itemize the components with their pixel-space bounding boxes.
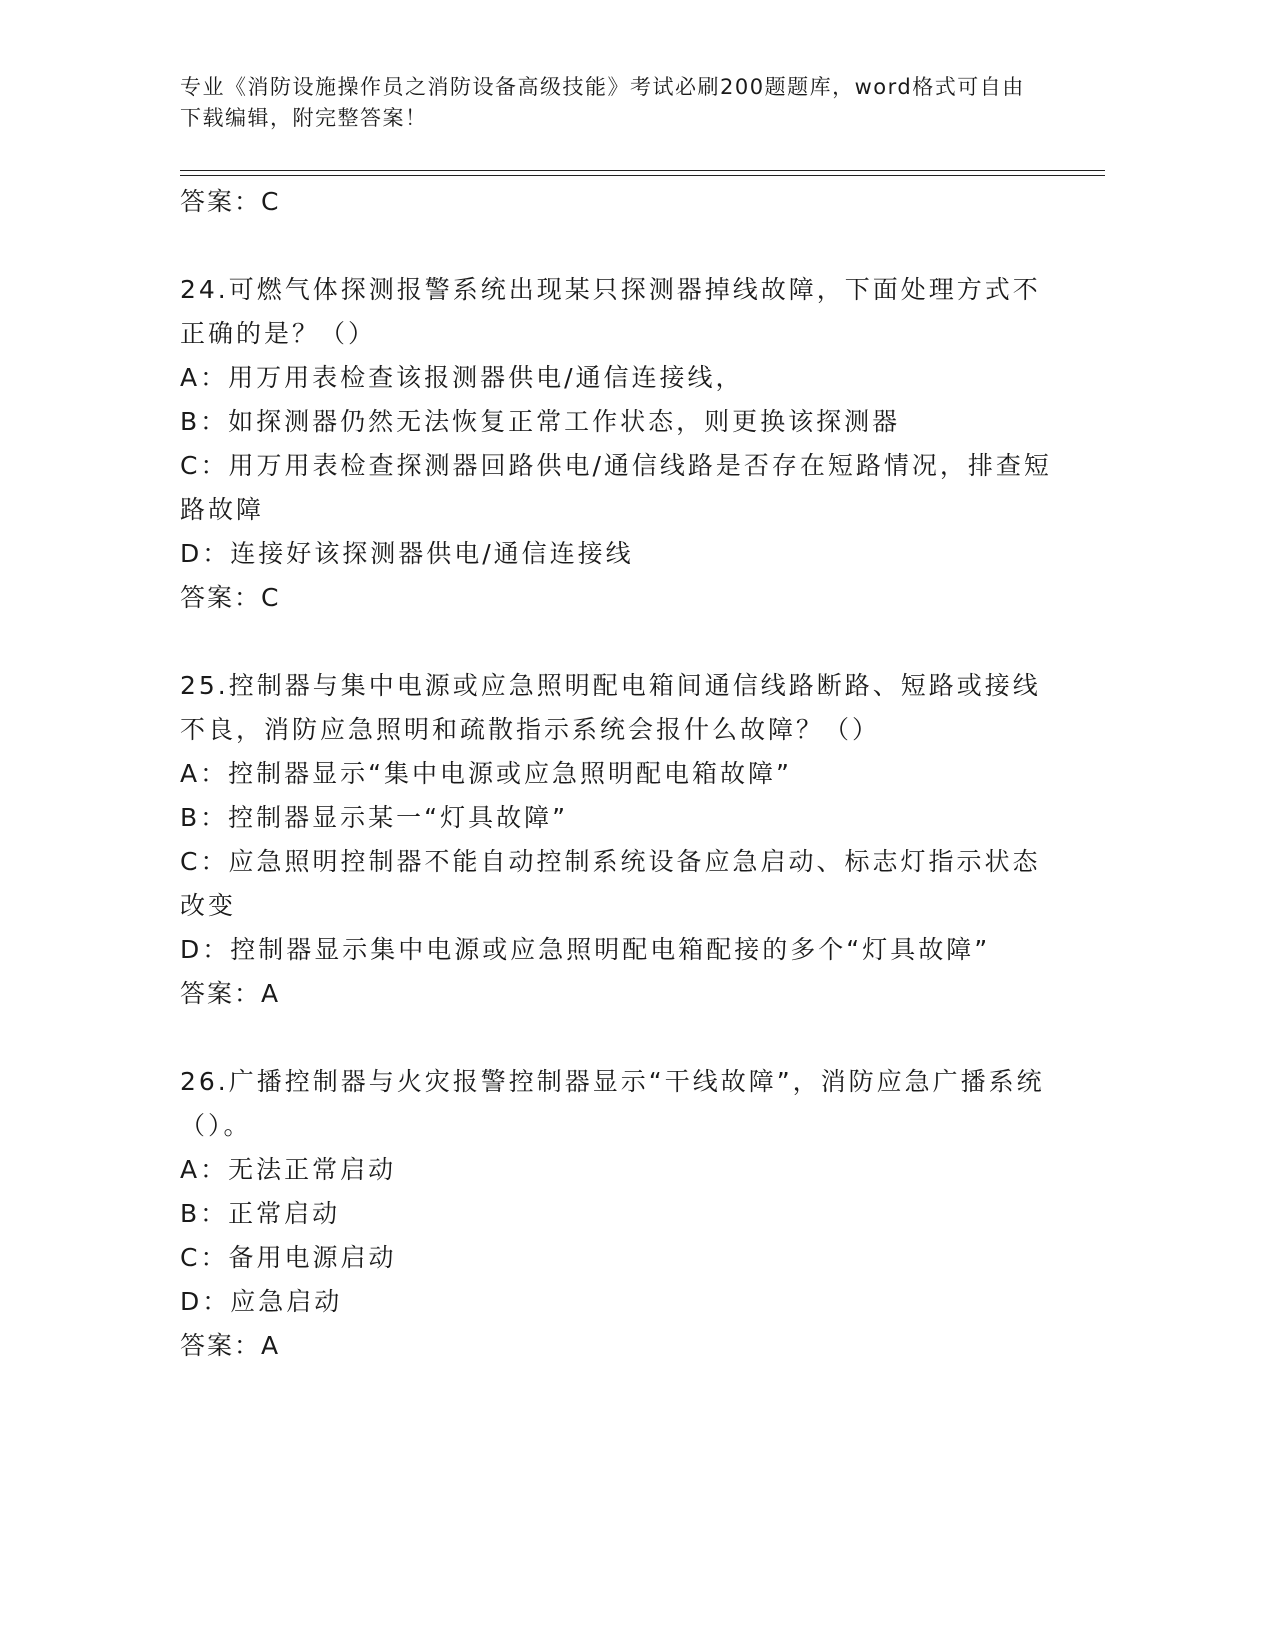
option-b: B：正常启动 [180,1199,341,1228]
option-a: A：用万用表检查该报测器供电/通信连接线， [180,363,744,392]
option-b: B：如探测器仍然无法恢复正常工作状态，则更换该探测器 [180,407,901,436]
document-header: 专业《消防设施操作员之消防设备高级技能》考试必刷200题题库，word格式可自由下载编辑，附完整答案！ [180,75,1025,130]
option-d: D：应急启动 [180,1287,343,1316]
question-text: 24.可燃气体探测报警系统出现某只探测器掉线故障，下面处理方式不正确的是？（） [180,275,1041,348]
answer-line: 答案：C [180,583,281,612]
option-a: A：控制器显示“集中电源或应急照明配电箱故障” [180,759,793,788]
answer-line: 答案：A [180,1331,281,1360]
answer-line: 答案：A [180,979,281,1008]
option-d: D：控制器显示集中电源或应急照明配电箱配接的多个“灯具故障” [180,935,991,964]
question-text: 25.控制器与集中电源或应急照明配电箱间通信线路断路、短路或接线不良，消防应急照明和疏散指示系统会报什么故障？（） [180,671,1041,744]
option-c: C：用万用表检查探测器回路供电/通信线路是否存在短路情况，排查短路故障 [180,451,1052,524]
option-d: D：连接好该探测器供电/通信连接线 [180,539,634,568]
option-c: C：应急照明控制器不能自动控制系统设备应急启动、标志灯指示状态改变 [180,847,1041,920]
document-content [180,180,1060,1368]
question-24 [180,268,1060,620]
question-25 [180,664,1060,1016]
header-rule-top [180,170,1105,171]
option-b: B：控制器显示某一“灯具故障” [180,803,569,832]
option-a: A：无法正常启动 [180,1155,397,1184]
question-text: 26.广播控制器与火灾报警控制器显示“干线故障”，消防应急广播系统（）。 [180,1067,1045,1140]
question-26 [180,1060,1060,1368]
header-rule-bottom [180,175,1105,176]
answer-line: 答案：C [180,187,281,216]
option-c: C：备用电源启动 [180,1243,397,1272]
